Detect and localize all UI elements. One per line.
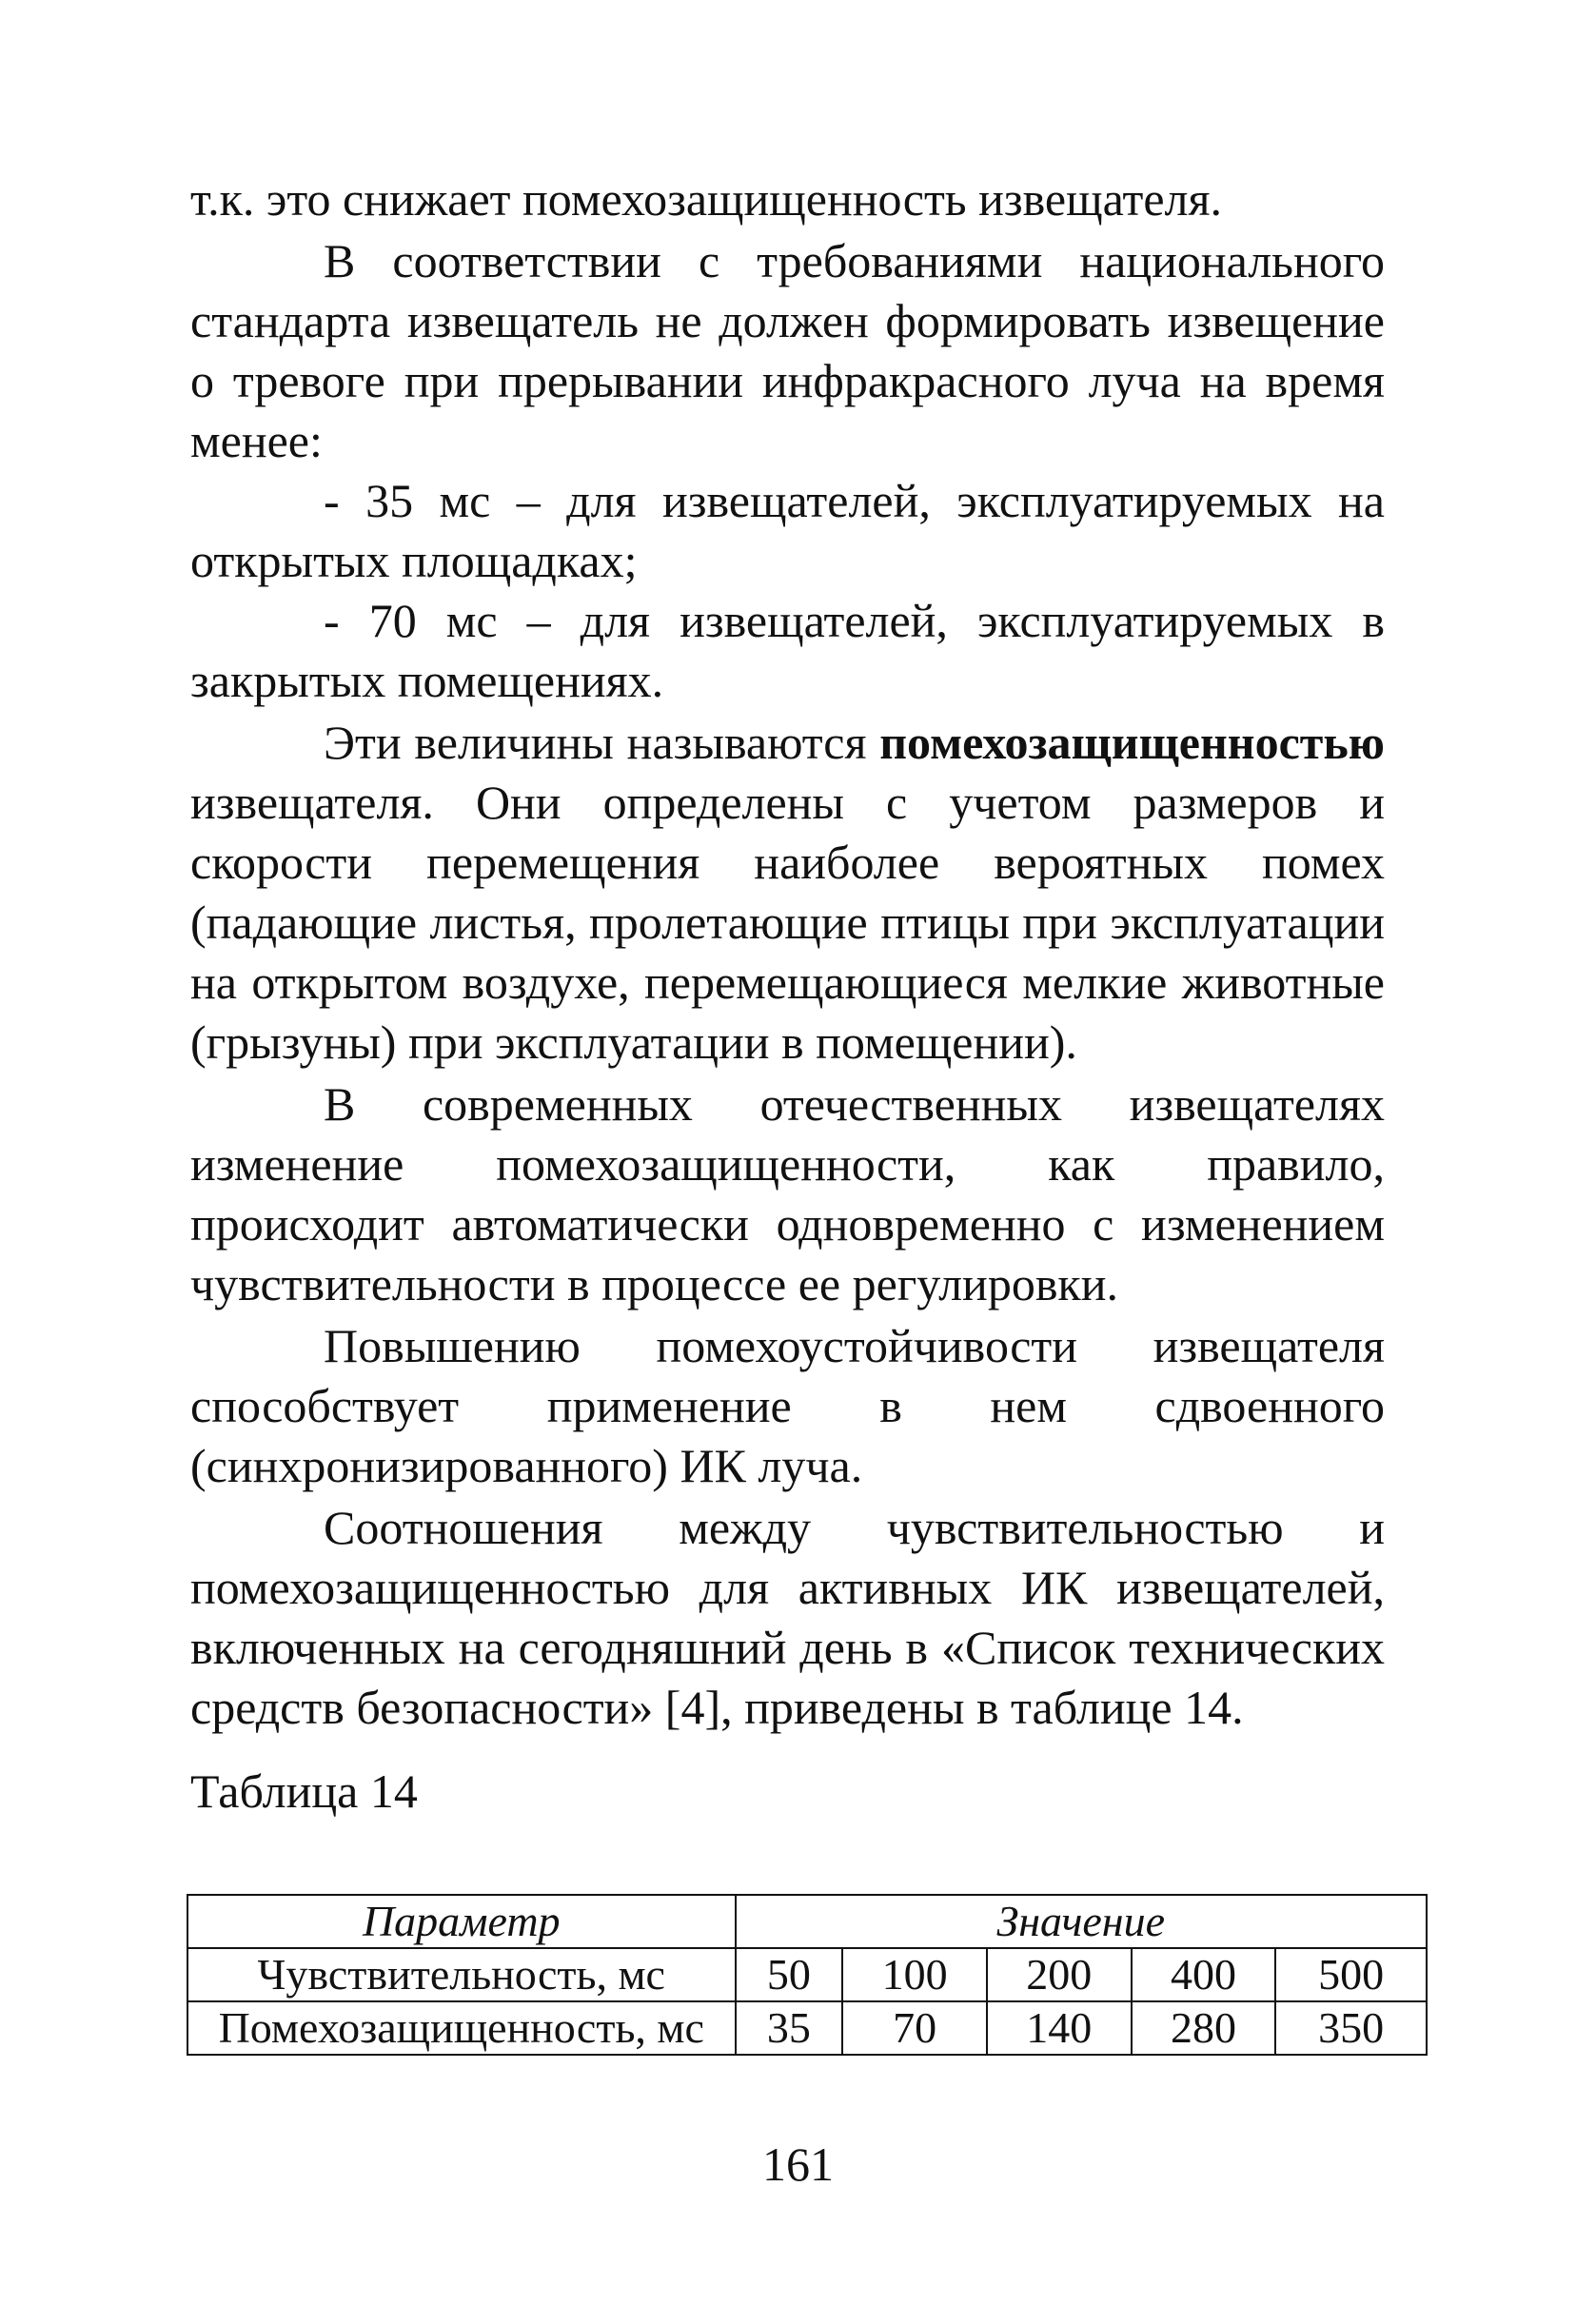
table-row bbox=[187, 1948, 1427, 2001]
row-label: Чувствительность, мс bbox=[187, 1948, 736, 2001]
table-header-row bbox=[187, 1895, 1427, 1948]
paragraph: В современных отечественных извещателях изменение помехозащищенности, как правило, происходит автоматически одновременно с изменением чувствительности в процессе ее регулировки. bbox=[190, 1077, 1385, 1310]
page-number: 161 bbox=[762, 2138, 834, 2191]
table-cell: 140 bbox=[987, 2001, 1132, 2055]
paragraph-text: Эти величины называются bbox=[324, 716, 880, 769]
paragraph bbox=[190, 713, 1385, 1073]
table-caption: Таблица 14 bbox=[190, 1764, 418, 1818]
table-cell: 50 bbox=[736, 1948, 843, 2001]
header-value: Значение bbox=[736, 1895, 1427, 1948]
body-text bbox=[190, 169, 1385, 1738]
header-param: Параметр bbox=[187, 1895, 736, 1948]
table-cell: 350 bbox=[1275, 2001, 1427, 2055]
table-cell: 70 bbox=[842, 2001, 987, 2055]
data-table bbox=[187, 1894, 1428, 2056]
table-cell: 280 bbox=[1132, 2001, 1276, 2055]
table-row bbox=[187, 2001, 1427, 2055]
bold-term: помехозащищенностью bbox=[879, 716, 1385, 769]
paragraph: Повышению помехоустойчивости извещателя способствует применение в нем сдвоенного (синхронизированного) ИК луча. bbox=[190, 1319, 1385, 1492]
table-cell: 400 bbox=[1132, 1948, 1276, 2001]
table-cell: 100 bbox=[842, 1948, 987, 2001]
paragraph-text: извещателя. Они определены с учетом размеров и скорости перемещения наиболее вероятных помех (падающие листья, пролетающие птицы при эксплуатации на открытом воздухе, перемещающиеся мелкие животные (грызуны) при эксплуатации в помещении). bbox=[190, 776, 1385, 1069]
row-label: Помехозащищенность, мс bbox=[187, 2001, 736, 2055]
list-item: - 70 мс – для извещателей, эксплуатируемых в закрытых помещениях. bbox=[190, 594, 1385, 707]
table-cell: 35 bbox=[736, 2001, 843, 2055]
paragraph: Соотношения между чувствительностью и помехозащищенностью для активных ИК извещателей, включенных на сегодняшний день в «Список технических средств безопасности» [4], приведены в таблице 14. bbox=[190, 1501, 1385, 1734]
list-item: - 35 мс – для извещателей, эксплуатируемых на открытых площадках; bbox=[190, 474, 1385, 587]
paragraph: т.к. это снижает помехозащищенность извещателя. bbox=[190, 172, 1223, 226]
table-cell: 500 bbox=[1275, 1948, 1427, 2001]
table-cell: 200 bbox=[987, 1948, 1132, 2001]
paragraph: В соответствии с требованиями национального стандарта извещатель не должен формировать извещение о тревоге при прерывании инфракрасного луча на время менее: bbox=[190, 234, 1385, 467]
